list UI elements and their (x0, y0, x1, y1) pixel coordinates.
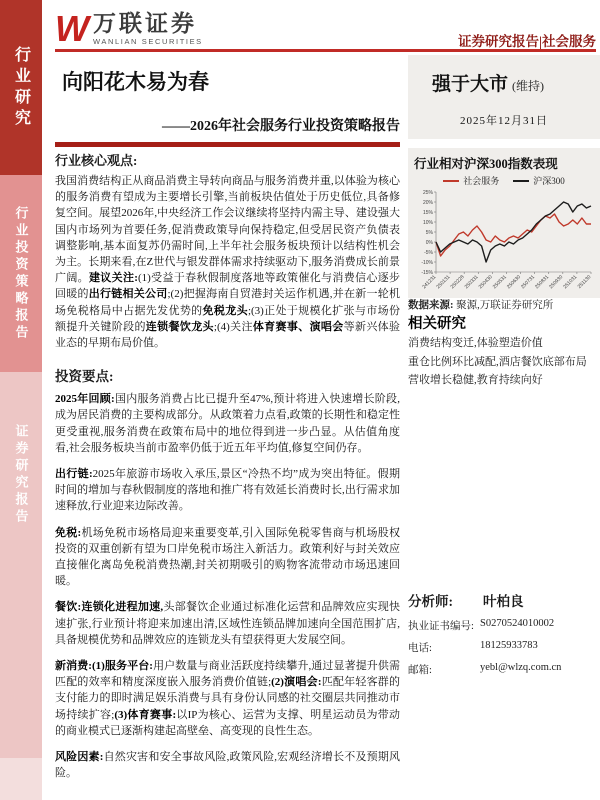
relative-performance-chart (408, 148, 600, 298)
sidebar-label: 行业投资策略报告 (13, 205, 29, 342)
svg-text:25%: 25% (422, 189, 433, 196)
svg-text:250731: 250731 (520, 274, 537, 291)
investment-points-heading: 投资要点: (55, 369, 114, 385)
svg-text:250831: 250831 (534, 274, 551, 291)
svg-text:250131: 250131 (435, 274, 452, 291)
section-duty-free: 免税:机场免税市场格局迎来重要变革,引入国际免税零售商与机场股权投资的双重创新有望为口岸免税市场注入新活力。政策利好与封关效应直接催化离岛免税消费热潮,封关初期吸引的购物客流带动市场迅速回暖。 (55, 526, 400, 588)
analyst-field-phone (408, 640, 600, 655)
section-catering: 餐饮:连锁化进程加速,头部餐饮企业通过标准化运营和品牌效应实现快速扩张,行业预计将迎来加速出清,区域性连锁品牌加速向全国范围扩店,具备规模优势和品牌效应的连锁龙头有望获得更大发展空间。 (55, 601, 400, 646)
sidebar-securities-report (0, 372, 42, 758)
chart-legend (412, 174, 596, 187)
svg-text:250531: 250531 (491, 274, 508, 291)
svg-text:-10%: -10% (421, 259, 433, 266)
section-new-consumption: 新消费:(1)服务平台:用户数量与商业活跃度持续攀升,通过显著提升供需匹配的效率和精度深度嵌入服务消费价值链;(2)演唱会:匹配年轻客群的支付能力的即时满足娱乐消费与具有身份认同感的社交圈层共同推动市场持续扩容;(3)体育赛事:以IP为核心、运营为支撑、明星运动员为带动的商业模式已逐渐构建起高壁垒、高变现的良性生态。 (55, 660, 401, 737)
company-logo (55, 8, 203, 49)
analyst-label: 分析师: (408, 594, 453, 609)
data-source (408, 297, 600, 312)
svg-text:251031: 251031 (562, 274, 579, 291)
header-divider (55, 49, 596, 52)
svg-text:-15%: -15% (421, 269, 433, 276)
sidebar-industry-research (0, 0, 42, 175)
svg-text:241231: 241231 (421, 274, 438, 291)
svg-text:15%: 15% (422, 209, 433, 216)
legend-label: 社会服务 (463, 176, 500, 186)
data-source-value: 聚源,万联证券研究所 (456, 300, 554, 311)
svg-text:5%: 5% (425, 229, 433, 236)
legend-swatch (443, 180, 459, 182)
related-research-list (408, 334, 600, 390)
rating-suffix: (维持) (512, 79, 545, 93)
rating-value: 强于大市 (432, 74, 509, 95)
logo-company-name-en: WANLIAN SECURITIES (92, 37, 203, 46)
data-source-label: 数据来源: (408, 300, 454, 311)
report-date: 2025年12月31日 (460, 115, 548, 127)
analyst-name: 叶柏良 (483, 594, 524, 609)
main-content (55, 150, 400, 792)
report-subtitle: ——2026年社会服务行业投资策略报告 (162, 119, 400, 134)
section-risk-factors: 风险因素:自然灾害和安全事故风险,政策风险,宏观经济增长不及预期风险。 (55, 751, 401, 780)
analyst-block (408, 590, 600, 684)
sidebar-label: 行业研究 (12, 45, 30, 130)
svg-text:250331: 250331 (463, 274, 480, 291)
svg-text:250630: 250630 (505, 274, 522, 291)
field-value: yebl@wlzq.com.cn (480, 662, 562, 673)
field-value: 18125933783 (480, 640, 538, 651)
logo-company-name: 万联证券 (92, 11, 197, 36)
sidebar-strategy-report (0, 175, 42, 372)
chart-title: 行业相对沪深300指数表现 (414, 157, 558, 171)
analyst-field-license (408, 618, 600, 633)
svg-text:250930: 250930 (548, 274, 565, 291)
related-research-item: 消费结构变迁,体验塑造价值 (408, 337, 543, 349)
legend-item-csi300 (513, 174, 565, 187)
svg-text:251130: 251130 (576, 274, 593, 290)
field-label: 执业证书编号: (408, 621, 474, 632)
legend-label: 沪深300 (533, 176, 565, 186)
logo-w-icon: W (55, 8, 87, 49)
svg-text:20%: 20% (422, 199, 433, 206)
core-view-heading: 行业核心观点: (55, 153, 138, 168)
related-research-item: 重仓比例环比减配,酒店餐饮底部布局 (408, 355, 587, 368)
related-research-heading: 相关研究 (408, 316, 466, 332)
line-chart (412, 187, 596, 299)
svg-text:10%: 10% (422, 219, 433, 226)
svg-text:250228: 250228 (449, 274, 466, 291)
analyst-field-email (408, 662, 600, 677)
section-2025-review: 2025年回顾:国内服务消费占比已提升至47%,预计将进入快速增长阶段,成为居民消费的主要构成部分。从政策着力点看,政策的长期性和稳定性更受重视,服务消费在政策布局中的地位得到进一步凸显。从估值角度看,社会服务板块当前市盈率仍低于近五年平均值,修复空间仍存。 (55, 393, 400, 454)
legend-swatch (513, 180, 529, 182)
field-label: 电话: (408, 643, 432, 654)
sidebar-label: 证券研究报告 (13, 424, 29, 526)
field-value: S0270524010002 (480, 618, 555, 629)
core-view-paragraph: 我国消费结构正从商品消费主导转向商品与服务消费并重,以体验为核心的服务消费有望成为主要增长引擎,当前板块估值处于历史低位,具备修复空间。展望2026年,中央经济工作会议继续将坚持内需主导、建设强大国内市场列为首要任务,促消费政策导向保持稳定,但受居民资产负债表调整影响,基本面复苏仍需时间,上半年社会服务板块预计以结构性机会为主。长期来看,在Z世代与银发群体需求持续驱动下,服务消费成长前景广阔。建议关注:(1)受益于春秋假制度落地等政策催化与消费信心逐步回暖的出行链相关公司;(2)把握海南自贸港封关运作机遇,并在新一轮机场免税格局中占据先发优势的免税龙头;(3)正处于规模化扩张与市场份额提升关键阶段的连锁餐饮龙头;(4)关注体育赛事、演唱会等新兴体验业态的早期布局价值。 (55, 175, 401, 350)
report-title: 向阳花木易为春 (62, 70, 209, 94)
svg-text:0%: 0% (425, 239, 433, 246)
related-research-item: 营收增长稳健,教育持续向好 (408, 374, 543, 386)
rating-box (408, 55, 600, 139)
title-divider-bar (55, 142, 400, 147)
svg-text:-5%: -5% (424, 249, 433, 256)
section-travel-chain: 出行链:2025年旅游市场收入承压,景区“冷热不均”成为突出特征。假期时间的增加与春秋假制度的落地和推广将有效延长消费时长,出行需求加速释放,行业迎来边际改善。 (55, 468, 401, 513)
field-label: 邮箱: (408, 665, 432, 676)
svg-text:250430: 250430 (477, 274, 494, 291)
report-category-badge: 证券研究报告|社会服务 (458, 34, 596, 49)
legend-item-social-services (443, 174, 499, 187)
sidebar-bottom-strip (0, 758, 42, 800)
